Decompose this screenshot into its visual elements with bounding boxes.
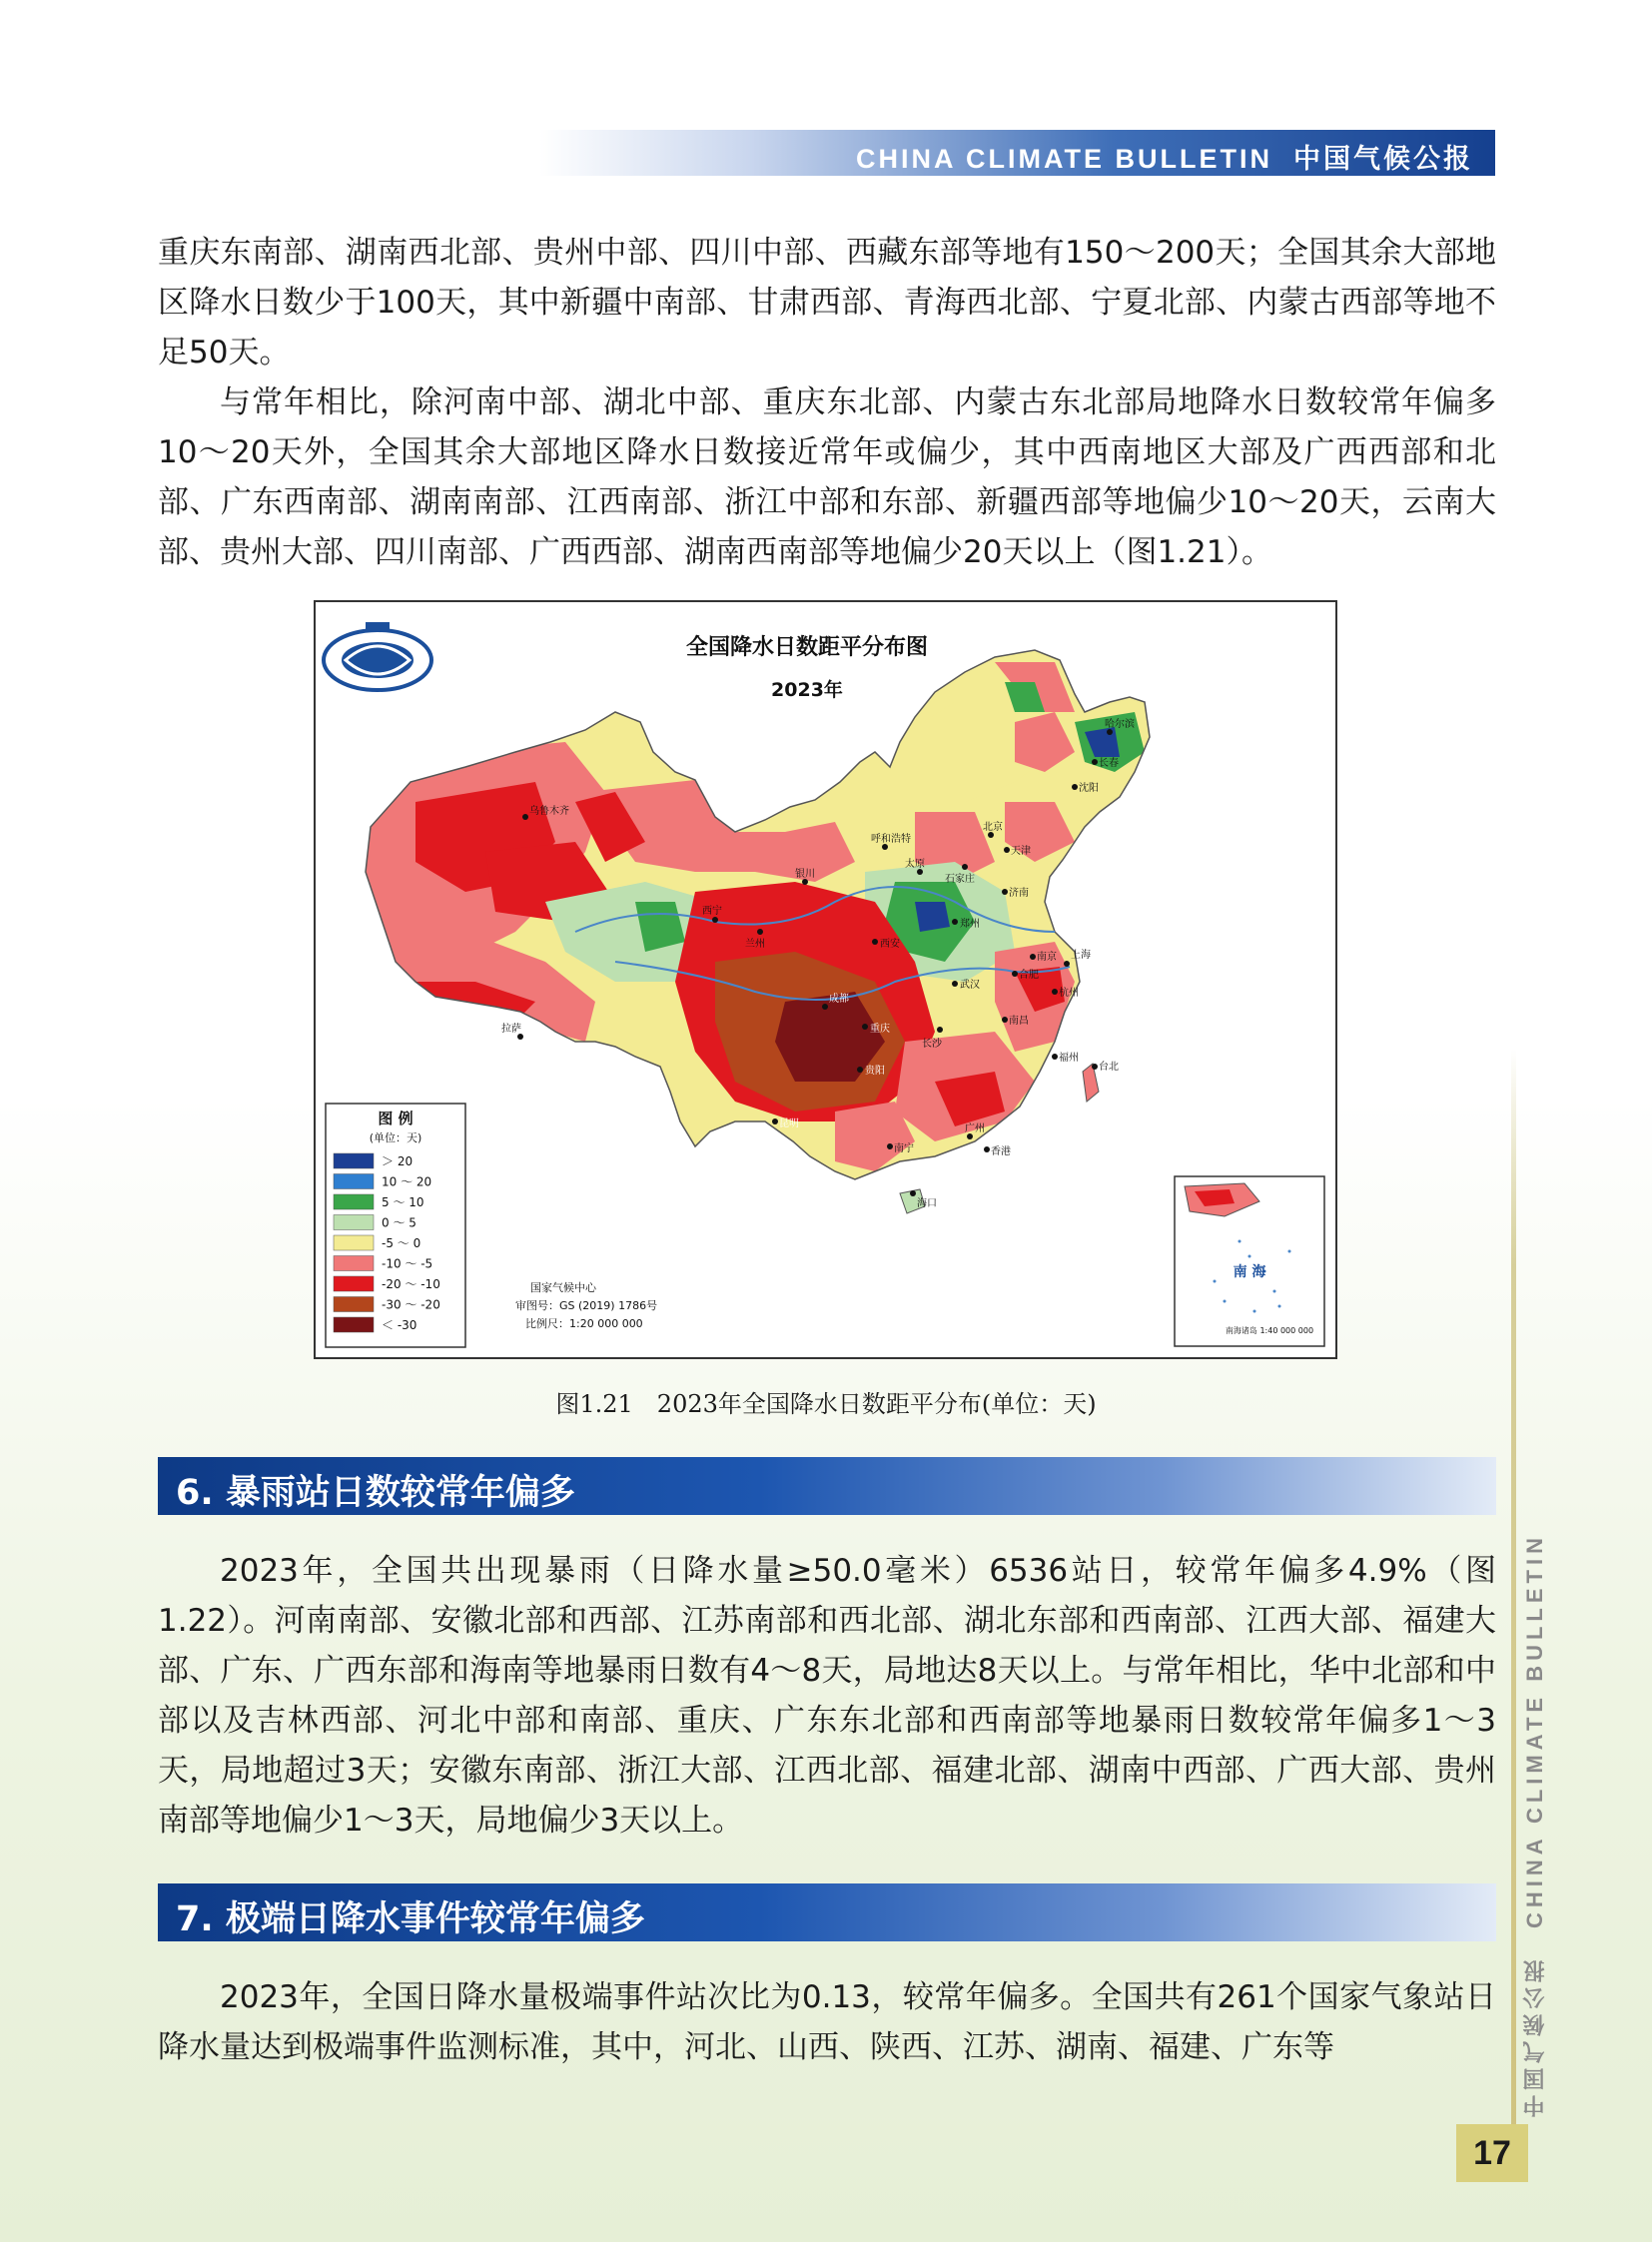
legend-swatch <box>334 1256 374 1271</box>
svg-text:南宁: 南宁 <box>894 1143 914 1154</box>
svg-text:杭州: 杭州 <box>1059 988 1079 999</box>
legend-swatch <box>334 1194 374 1209</box>
svg-text:呼和浩特: 呼和浩特 <box>871 834 911 845</box>
svg-text:南昌: 南昌 <box>1009 1016 1029 1027</box>
header-bar <box>539 130 1495 176</box>
svg-text:南京: 南京 <box>1037 952 1057 963</box>
map-svg <box>316 602 1335 1357</box>
map-scale: 比例尺：1:20 000 000 <box>525 1317 643 1330</box>
header-title-en: CHINA CLIMATE BULLETIN <box>856 144 1272 174</box>
header-title <box>856 137 1473 176</box>
inset-label: 南 海 <box>1233 1264 1266 1280</box>
map-legend <box>326 1104 465 1347</box>
svg-text:海口: 海口 <box>917 1198 937 1209</box>
svg-text:成都: 成都 <box>829 994 849 1005</box>
legend-swatch <box>334 1174 374 1189</box>
figure-map <box>314 600 1337 1359</box>
legend-swatch <box>334 1153 374 1168</box>
svg-text:天津: 天津 <box>1011 846 1031 857</box>
svg-text:香港: 香港 <box>991 1146 1011 1157</box>
taiwan <box>1083 1064 1099 1102</box>
svg-text:石家庄: 石家庄 <box>945 874 975 885</box>
legend-swatch <box>334 1235 374 1250</box>
svg-text:长沙: 长沙 <box>922 1039 942 1050</box>
svg-text:银川: 银川 <box>795 869 815 880</box>
legend-label: -30 ～ -20 <box>382 1297 440 1312</box>
svg-text:昆明: 昆明 <box>779 1119 799 1129</box>
svg-text:长春: 长春 <box>1099 758 1119 769</box>
svg-text:广州: 广州 <box>965 1123 985 1134</box>
legend-swatch <box>334 1215 374 1230</box>
legend-swatch <box>334 1317 374 1332</box>
svg-text:武汉: 武汉 <box>960 980 980 991</box>
legend-label: -5 ～ 0 <box>382 1236 421 1250</box>
paragraph-block-2 <box>158 1546 1496 1846</box>
paragraph-3: 2023年，全国共出现暴雨（日降水量≥50.0毫米）6536站日，较常年偏多4.9%（图1.22）。河南南部、安徽北部和西部、江苏南部和西北部、湖北东部和西南部、江西大部、福建大部、广东、广西东部和海南等地暴雨日数有4～8天，局地达8天以上。与常年相比，华中北部和中部以及吉林西部、河北中部和南部、重庆、广东东北部和西南部等地暴雨日数较常年偏多1～3天，局地超过3天；安徽东南部、浙江大部、江西北部、福建北部、湖南中西部、广西大部、贵州南部等地偏少1～3天，局地偏少3天以上。 <box>158 1553 1496 1839</box>
paragraph-block-3 <box>158 1972 1496 2072</box>
paragraph-1: 重庆东南部、湖南西北部、贵州中部、四川中部、西藏东部等地有150～200天；全国其余大部地区降水日数少于100天，其中新疆中南部、甘肃西部、青海西北部、宁夏北部、内蒙古西部等地不足50天。 <box>158 235 1496 371</box>
svg-text:西宁: 西宁 <box>702 906 722 917</box>
south-china-sea-inset <box>1175 1176 1324 1346</box>
svg-text:北京: 北京 <box>983 822 1003 833</box>
paragraph-2: 与常年相比，除河南中部、湖北中部、重庆东北部、内蒙古东北部局地降水日数较常年偏多10～20天外，全国其余大部地区降水日数接近常年或偏少，其中西南地区大部及广西西部和北部、广东西南部、湖南南部、江西南部、浙江中部和东部、新疆西部等地偏少10～20天，云南大部、贵州大部、四川南部、广西西部、湖南西南部等地偏少20天以上（图1.21）。 <box>158 384 1496 570</box>
svg-text:济南: 济南 <box>1009 888 1029 899</box>
legend-swatch <box>334 1297 374 1312</box>
svg-text:兰州: 兰州 <box>745 939 765 950</box>
legend-label: -20 ～ -10 <box>382 1277 440 1291</box>
map-year: 2023年 <box>771 679 843 701</box>
svg-text:哈尔滨: 哈尔滨 <box>1105 719 1135 730</box>
svg-text:福州: 福州 <box>1059 1053 1079 1064</box>
map-source: 国家气候中心 <box>530 1281 596 1294</box>
svg-text:重庆: 重庆 <box>870 1024 890 1035</box>
svg-text:太原: 太原 <box>905 859 925 870</box>
paragraph-4: 2023年，全国日降水量极端事件站次比为0.13，较常年偏多。全国共有261个国家气象站日降水量达到极端事件监测标准，其中，河北、山西、陕西、江苏、湖南、福建、广东等 <box>158 1979 1496 2065</box>
map-title: 全国降水日数距平分布图 <box>685 635 929 660</box>
figure-caption: 图1.21 2023年全国降水日数距平分布(单位：天) <box>555 1390 1097 1418</box>
legend-title: 图 例 <box>378 1110 413 1127</box>
legend-label: 10 ～ 20 <box>382 1174 432 1189</box>
legend-label: 5 ～ 10 <box>382 1195 424 1209</box>
section-7-title: 7. 极端日降水事件较常年偏多 <box>176 1899 645 1939</box>
side-running-title: 中国气候公报 CHINA CLIMATE BULLETIN <box>1522 1533 1547 2117</box>
cma-logo <box>324 622 431 690</box>
svg-text:贵阳: 贵阳 <box>865 1066 885 1077</box>
legend-label: ＞ 20 <box>382 1154 413 1168</box>
page-number: 17 <box>1456 2124 1528 2182</box>
inset-scale: 南海诸岛 1:40 000 000 <box>1225 1326 1314 1335</box>
legend-label: 0 ～ 5 <box>382 1215 416 1230</box>
legend-swatch <box>334 1276 374 1291</box>
svg-text:台北: 台北 <box>1099 1062 1119 1073</box>
paragraph-block-1 <box>158 228 1496 577</box>
section-6-title: 6. 暴雨站日数较常年偏多 <box>176 1473 575 1513</box>
section-6-heading <box>158 1457 1496 1515</box>
svg-text:合肥: 合肥 <box>1019 970 1039 981</box>
svg-text:沈阳: 沈阳 <box>1079 783 1099 794</box>
svg-text:西安: 西安 <box>880 939 900 950</box>
header-title-cn: 中国气候公报 <box>1293 144 1473 174</box>
map-approval: 审图号：GS (2019) 1786号 <box>515 1299 658 1312</box>
section-7-heading <box>158 1883 1496 1941</box>
svg-text:上海: 上海 <box>1071 950 1091 961</box>
side-stripe <box>1511 1049 1516 2137</box>
legend-unit: (单位：天) <box>369 1131 422 1144</box>
legend-label: ＜ -30 <box>382 1318 417 1332</box>
svg-text:拉萨: 拉萨 <box>501 1024 521 1035</box>
legend-label: -10 ～ -5 <box>382 1256 433 1271</box>
svg-text:乌鲁木齐: 乌鲁木齐 <box>529 806 569 817</box>
svg-text:郑州: 郑州 <box>960 919 980 930</box>
